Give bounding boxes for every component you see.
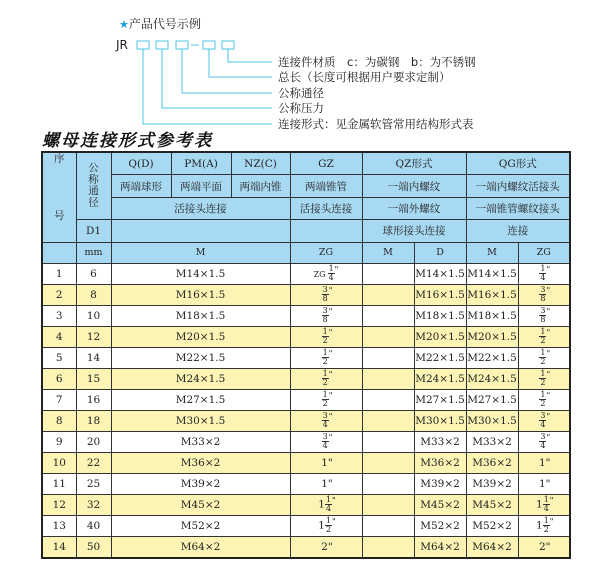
header-empty-gz	[290, 220, 362, 242]
cell-no: 7	[42, 389, 76, 410]
cell-qz-m	[362, 263, 414, 284]
cell-gz-zg	[290, 263, 362, 284]
cell-qz-d: M33×2	[414, 431, 466, 452]
cell-qg-m: M24×1.5	[466, 368, 518, 389]
table-title: 螺母连接形式参考表	[42, 131, 213, 151]
cell-no: 11	[42, 473, 76, 494]
cell-no: 9	[42, 431, 76, 452]
cell-qg-zg	[518, 389, 570, 410]
fraction-numerator: 3	[322, 411, 328, 420]
label-diameter: 公称通径	[278, 86, 324, 100]
code-box-connection	[137, 41, 149, 49]
fraction-denominator: 2	[540, 399, 546, 408]
fraction	[543, 517, 550, 534]
header-seq-text: 序 号	[52, 153, 65, 239]
cell-no: 5	[42, 347, 76, 368]
cell-qz-m	[362, 431, 414, 452]
cell-qg-zg	[518, 536, 570, 558]
fraction	[322, 307, 329, 324]
nut-connection-table	[41, 151, 571, 559]
header-seq-cont	[42, 242, 76, 263]
cell-dn: 32	[76, 494, 111, 515]
header-qz-m: M	[362, 242, 414, 263]
cell-qz-m	[362, 326, 414, 347]
cell-no: 12	[42, 494, 76, 515]
fraction-numerator: 1	[540, 390, 546, 399]
fraction-denominator: 8	[540, 294, 546, 303]
cell-m: M45×2	[111, 494, 290, 515]
table-row	[42, 536, 570, 558]
cell-qg-m: M14×1.5	[466, 263, 518, 284]
header-qz-d: D	[414, 242, 466, 263]
table-row	[42, 284, 570, 305]
fraction-numerator: 3	[540, 411, 546, 420]
cell-qz-d: M39×2	[414, 473, 466, 494]
inch-mark: "	[549, 517, 554, 526]
cell-no: 8	[42, 410, 76, 431]
code-box-material	[222, 41, 234, 49]
header-gz-conn: 活接头连接	[290, 197, 362, 219]
cell-qg-zg	[518, 515, 570, 536]
fraction	[322, 433, 329, 450]
fraction-numerator: 1	[322, 369, 328, 378]
fraction-denominator: 4	[322, 441, 328, 450]
inch-mark: "	[328, 286, 333, 295]
table-row	[42, 515, 570, 536]
cell-gz-zg	[290, 284, 362, 305]
cell-gz-zg	[290, 347, 362, 368]
fraction-denominator: 2	[322, 336, 328, 345]
code-box-diameter	[176, 41, 188, 49]
cell-qz-d: M24×1.5	[414, 368, 466, 389]
header-gz: GZ	[290, 152, 362, 175]
inch-mark: "	[546, 391, 551, 400]
leader-material	[228, 49, 272, 62]
inch-mark: "	[546, 286, 551, 295]
cell-dn: 40	[76, 515, 111, 536]
cell-qg-m: M18×1.5	[466, 305, 518, 326]
table-row	[42, 410, 570, 431]
cell-m: M52×2	[111, 515, 290, 536]
zg-whole: 1"	[321, 477, 333, 490]
cell-m: M18×1.5	[111, 305, 290, 326]
cell-dn: 16	[76, 389, 111, 410]
cell-qz-d: M20×1.5	[414, 326, 466, 347]
header-seq	[42, 152, 76, 242]
fraction-denominator: 4	[325, 504, 332, 513]
cell-qg-zg	[518, 347, 570, 368]
zg-whole: 2"	[538, 540, 551, 553]
cell-qz-m	[362, 515, 414, 536]
fraction	[322, 286, 329, 303]
fraction-numerator: 3	[540, 285, 546, 294]
label-length: 总长（长度可根据用户要求定制）	[278, 70, 451, 84]
cell-dn: 15	[76, 368, 111, 389]
inch-mark: "	[328, 349, 333, 358]
cell-qg-m: M45×2	[466, 494, 518, 515]
zg-prefix: ZG	[313, 269, 326, 279]
header-nz-desc: 两端内锥	[231, 175, 290, 197]
cell-gz-zg	[290, 305, 362, 326]
inch-mark: "	[332, 517, 336, 526]
cell-qz-m	[362, 284, 414, 305]
cell-qg-m: M20×1.5	[466, 326, 518, 347]
cell-qg-zg	[518, 263, 570, 284]
fraction-denominator: 2	[325, 525, 332, 534]
cell-m: M27×1.5	[111, 389, 290, 410]
table-row	[42, 473, 570, 494]
table-row	[42, 305, 570, 326]
cell-qg-zg	[518, 452, 570, 473]
header-m: M	[111, 242, 290, 263]
cell-no: 6	[42, 368, 76, 389]
cell-qz-m	[362, 452, 414, 473]
header-empty-q	[111, 220, 290, 242]
cell-qg-zg	[518, 284, 570, 305]
fraction-numerator: 3	[322, 285, 328, 294]
cell-no: 2	[42, 284, 76, 305]
inch-mark: "	[546, 349, 551, 358]
cell-qg-m: M16×1.5	[466, 284, 518, 305]
cell-m: M20×1.5	[111, 326, 290, 347]
fraction-denominator: 4	[322, 420, 328, 429]
cell-no: 13	[42, 515, 76, 536]
header-qg-m: M	[466, 242, 518, 263]
fraction-denominator: 8	[540, 315, 546, 324]
cell-qg-zg	[518, 368, 570, 389]
fraction-numerator: 1	[322, 390, 328, 399]
cell-dn: 22	[76, 452, 111, 473]
cell-qz-d: M64×2	[414, 536, 466, 558]
header-qnz-conn: 活接头连接	[111, 197, 290, 219]
leader-pressure	[162, 49, 272, 108]
fraction-numerator: 1	[540, 264, 546, 273]
cell-qz-d: M18×1.5	[414, 305, 466, 326]
cell-qg-zg	[518, 473, 570, 494]
inch-mark: "	[328, 433, 333, 442]
fraction-numerator: 1	[325, 516, 332, 525]
fraction-numerator: 3	[540, 306, 546, 315]
cell-qz-d: M36×2	[414, 452, 466, 473]
header-qg-desc1: 一端内螺纹活接头	[466, 175, 570, 197]
inch-mark: "	[546, 370, 551, 379]
table-row	[42, 431, 570, 452]
zg-whole: 1"	[538, 456, 551, 469]
inch-mark: "	[328, 328, 333, 337]
fraction-denominator: 2	[322, 399, 328, 408]
table-row	[42, 452, 570, 473]
cell-qz-d: M52×2	[414, 515, 466, 536]
zg-whole: 1"	[321, 456, 333, 469]
zg-whole: 1	[318, 519, 325, 532]
fraction	[328, 265, 335, 282]
cell-qg-zg	[518, 431, 570, 452]
fraction-numerator: 3	[322, 432, 328, 441]
cell-gz-zg	[290, 494, 362, 515]
fraction	[322, 412, 329, 429]
cell-m: M22×1.5	[111, 347, 290, 368]
fraction-numerator: 1	[322, 348, 328, 357]
header-pm: PM(A)	[171, 152, 231, 175]
cell-qg-zg	[518, 326, 570, 347]
cell-dn: 20	[76, 431, 111, 452]
header-gz-desc: 两端锥管	[290, 175, 362, 197]
cell-gz-zg	[290, 389, 362, 410]
cell-m: M64×2	[111, 536, 290, 558]
fraction-denominator: 2	[543, 525, 549, 534]
cell-qz-m	[362, 473, 414, 494]
header-qg-zg: ZG	[518, 242, 570, 263]
fraction-numerator: 1	[540, 327, 546, 336]
fraction-denominator: 2	[540, 336, 546, 345]
cell-qz-m	[362, 305, 414, 326]
cell-dn: 18	[76, 410, 111, 431]
cell-qz-d: M22×1.5	[414, 347, 466, 368]
cell-no: 3	[42, 305, 76, 326]
inch-mark: "	[328, 391, 333, 400]
leader-diameter	[182, 49, 272, 93]
code-box-length	[203, 41, 215, 49]
label-connection: 连接形式：见金属软管常用结构形式表	[278, 117, 474, 131]
header-q: Q(D)	[111, 152, 171, 175]
table-row	[42, 347, 570, 368]
label-material: 连接件材质 c：为碳钢 b：为不锈钢	[278, 55, 476, 69]
fraction	[322, 349, 329, 366]
header-qz-desc2: 一端外螺纹	[362, 197, 466, 219]
fraction-denominator: 4	[540, 273, 546, 282]
cell-dn: 8	[76, 284, 111, 305]
table-row	[42, 494, 570, 515]
header-d1: D1	[76, 220, 111, 242]
fraction-numerator: 3	[540, 432, 546, 441]
example-title-text: 产品代号示例	[128, 17, 201, 31]
header-qz: QZ形式	[362, 152, 466, 175]
inch-mark: "	[546, 328, 551, 337]
fraction-denominator: 4	[540, 420, 546, 429]
fraction	[322, 328, 329, 345]
zg-whole: 2"	[321, 540, 333, 553]
cell-gz-zg	[290, 431, 362, 452]
header-qg-desc2: 一端锥管螺纹接头	[466, 197, 570, 219]
header-dn-text: 公称通径	[87, 161, 99, 208]
cell-gz-zg	[290, 452, 362, 473]
fraction	[325, 496, 332, 513]
cell-m: M24×1.5	[111, 368, 290, 389]
cell-dn: 25	[76, 473, 111, 494]
fraction	[543, 496, 550, 513]
table-row	[42, 326, 570, 347]
header-q-desc: 两端球形	[111, 175, 171, 197]
cell-qg-m: M39×2	[466, 473, 518, 494]
fraction-denominator: 2	[540, 378, 546, 387]
cell-qz-m	[362, 494, 414, 515]
cell-qz-d: M14×1.5	[414, 263, 466, 284]
header-qz-desc3: 球形接头连接	[362, 220, 466, 242]
star-icon: ★	[119, 18, 129, 31]
header-qg-desc3: 连接	[466, 220, 570, 242]
fraction-numerator: 1	[543, 516, 549, 525]
cell-gz-zg	[290, 368, 362, 389]
cell-qg-m: M22×1.5	[466, 347, 518, 368]
fraction-numerator: 1	[543, 495, 549, 504]
table-row	[42, 368, 570, 389]
fraction	[322, 370, 329, 387]
fraction-numerator: 1	[540, 369, 546, 378]
fraction-denominator: 2	[322, 378, 328, 387]
cell-qg-m: M30×1.5	[466, 410, 518, 431]
inch-mark: "	[332, 496, 336, 505]
fraction-denominator: 8	[322, 294, 328, 303]
cell-qz-m	[362, 410, 414, 431]
zg-whole: 1	[318, 498, 325, 511]
cell-no: 1	[42, 263, 76, 284]
cell-qg-m: M27×1.5	[466, 389, 518, 410]
cell-m: M30×1.5	[111, 410, 290, 431]
cell-qz-m	[362, 368, 414, 389]
cell-qz-d: M30×1.5	[414, 410, 466, 431]
cell-qz-m	[362, 347, 414, 368]
header-pm-desc: 两端平面	[171, 175, 231, 197]
cell-qz-d: M45×2	[414, 494, 466, 515]
cell-qz-d: M27×1.5	[414, 389, 466, 410]
inch-mark: "	[546, 307, 551, 316]
fraction-denominator: 4	[328, 273, 334, 282]
cell-qg-zg	[518, 410, 570, 431]
fraction-denominator: 8	[322, 315, 328, 324]
zg-whole: 1	[536, 498, 543, 511]
fraction	[322, 391, 329, 408]
cell-gz-zg	[290, 410, 362, 431]
cell-gz-zg	[290, 473, 362, 494]
fraction-denominator: 2	[540, 357, 546, 366]
cell-qg-m: M33×2	[466, 431, 518, 452]
cell-gz-zg	[290, 515, 362, 536]
cell-no: 14	[42, 536, 76, 558]
inch-mark: "	[546, 433, 551, 442]
header-zg: ZG	[290, 242, 362, 263]
cell-qz-m	[362, 389, 414, 410]
fraction-denominator: 2	[322, 357, 328, 366]
fraction	[325, 517, 332, 534]
cell-no: 10	[42, 452, 76, 473]
code-box-pressure	[156, 41, 168, 49]
cell-m: M14×1.5	[111, 263, 290, 284]
inch-mark: "	[546, 265, 551, 274]
inch-mark: "	[328, 412, 333, 421]
fraction-numerator: 3	[322, 306, 328, 315]
label-pressure: 公称压力	[278, 101, 324, 115]
table-row	[42, 389, 570, 410]
fraction-numerator: 1	[540, 348, 546, 357]
leader-length	[209, 49, 272, 77]
cell-no: 4	[42, 326, 76, 347]
cell-dn: 12	[76, 326, 111, 347]
inch-mark: "	[328, 370, 333, 379]
cell-dn: 14	[76, 347, 111, 368]
cell-m: M33×2	[111, 431, 290, 452]
table-row	[42, 263, 570, 284]
cell-m: M36×2	[111, 452, 290, 473]
cell-dn: 6	[76, 263, 111, 284]
cell-qg-m: M64×2	[466, 536, 518, 558]
cell-m: M16×1.5	[111, 284, 290, 305]
cell-m: M39×2	[111, 473, 290, 494]
header-qz-desc1: 一端内螺纹	[362, 175, 466, 197]
fraction-denominator: 4	[543, 504, 549, 513]
cell-dn: 50	[76, 536, 111, 558]
cell-gz-zg	[290, 536, 362, 558]
zg-whole: 1	[536, 519, 543, 532]
cell-qz-d: M16×1.5	[414, 284, 466, 305]
fraction-numerator: 1	[328, 264, 334, 273]
cell-qg-m: M36×2	[466, 452, 518, 473]
header-mm: mm	[76, 242, 111, 263]
inch-mark: "	[334, 265, 339, 274]
header-qg: QG形式	[466, 152, 570, 175]
zg-whole: 1"	[538, 477, 551, 490]
cell-qg-zg	[518, 494, 570, 515]
cell-qg-m: M52×2	[466, 515, 518, 536]
inch-mark: "	[549, 496, 554, 505]
cell-qg-zg	[518, 305, 570, 326]
cell-gz-zg	[290, 326, 362, 347]
inch-mark: "	[328, 307, 333, 316]
fraction-denominator: 4	[540, 441, 546, 450]
fraction-numerator: 1	[325, 495, 332, 504]
table-body	[42, 263, 570, 558]
fraction-numerator: 1	[322, 327, 328, 336]
cell-qz-m	[362, 536, 414, 558]
header-nz: NZ(C)	[231, 152, 290, 175]
table-header	[42, 152, 570, 263]
cell-dn: 10	[76, 305, 111, 326]
code-prefix: JR	[116, 38, 128, 52]
inch-mark: "	[546, 412, 551, 421]
header-dn	[76, 152, 111, 220]
